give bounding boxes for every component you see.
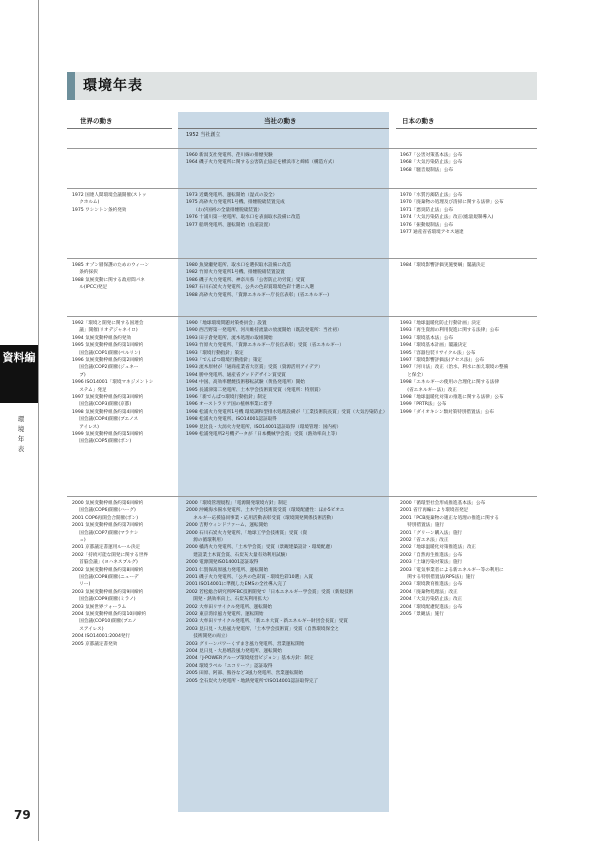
world-event: 国会議(COP6)開催(ハーグ) <box>72 508 136 514</box>
company-event: 2004 見日見・大島増設風力発電所、運転開始 <box>186 649 282 654</box>
company-event: 1960 新潟支社発電所、荏川線の排煙実験 <box>186 153 273 158</box>
japan-event: 2001 省庁再編により環境省発足 <box>400 508 469 514</box>
world-event: クホルム) <box>72 200 100 206</box>
header-rule <box>396 128 537 129</box>
company-event: 1994 中国、高効率燃焼技術移転試験（黄島発電所）開始 <box>186 380 305 386</box>
company-event: 1990「地球環境問題対策委員会」設置 <box>186 321 267 326</box>
company-event: 建設業土木賞会賞、石炭灰大量有効利用試験） <box>186 552 290 558</box>
world-event: 国会議(COP2)開催(ジュネー <box>72 365 139 371</box>
world-event: ブ) <box>72 372 86 378</box>
company-event: 2001 磯子火力発電所、「公共の色彩賞・環境色彩10選」入賞 <box>186 575 313 580</box>
company-event: 1998 松浦火力発電所、ISO14001認証取得 <box>186 417 277 423</box>
japan-event: 2003「電気事業者による新エネルギー等の利用に <box>400 567 504 573</box>
world-event: 1992「環境と開発に関する国連会 <box>72 321 144 326</box>
title-accent <box>67 72 75 100</box>
japan-event: と保全） <box>400 372 426 378</box>
world-event: 2001 COP6再開会合開催(ボン) <box>72 515 139 521</box>
company-event: 1993 流木原材が「通商産業省大臣賞」受賞（資源活用アイデア） <box>186 365 323 371</box>
company-event: 1993 田子倉発電所、流木処理の取組開始 <box>186 335 273 341</box>
japan-event: 1968「騒音規制法」公布 <box>400 167 454 173</box>
japan-event: 2004「環境配慮促進法」公布 <box>400 604 463 610</box>
company-event: 1964 磯子火力発電所に関する公害防止協定を横浜市と締結（構造方式） <box>186 160 337 166</box>
world-event: 1997 気候変動枠組条約第3回締約 <box>72 395 144 400</box>
japan-event: 2005「景観法」施行 <box>400 612 444 617</box>
world-event: 2001 気候変動枠組条約第7回締約 <box>72 523 144 529</box>
header-rule <box>178 128 389 129</box>
world-event: 1996 ISO14001「環境マネジメントシ <box>72 380 154 386</box>
world-event: 2003 気候変動枠組条約第9回締約 <box>72 589 144 595</box>
company-event: 2000 吉野ウィンドファーム、運転開始 <box>186 523 268 529</box>
world-event: 条約採択 <box>72 270 98 276</box>
world-event: 国会議(COP3)開催(京都) <box>72 402 132 408</box>
japan-event: 1994「環境基本計画」閣議決定 <box>400 343 467 349</box>
company-event: 1977 船明発電所、運転開始（魚道設置） <box>186 222 273 228</box>
company-event: 1993「でんぱつ環境行動指針」策定 <box>186 358 263 363</box>
company-event: 2004 環境ラベル「エコリーフ」認証取得 <box>186 663 273 669</box>
company-event: 1994 勝中発電所、通産省グッドデザイン賞受賞 <box>186 372 286 378</box>
block-separator <box>67 496 537 497</box>
company-event: 2002 東京湾岸風力発電所、運転開始 <box>186 612 264 617</box>
world-event: 国会議(COP1)開催(ベルリン) <box>72 350 141 356</box>
world-event: ル(IPCC)発足 <box>72 285 108 291</box>
company-event: 1995 長浦津第二発電所、土木学会技術賞受賞（発電所：特別賞） <box>186 387 324 393</box>
japan-event: 2001「グリーン購入法」施行 <box>400 530 463 536</box>
world-event: 2002「持続可能な開発に関する世界 <box>72 552 149 558</box>
japan-event: 2004「大気汚染防止法」改正 <box>400 597 463 603</box>
japan-event: 特別措置法」施行 <box>400 523 445 529</box>
world-event: 1972 国連人間環境会議開催(ストッ <box>72 193 147 198</box>
company-event: 1982 竹原火力発電所1号機、排煙脱硝装置設置 <box>186 270 285 276</box>
japan-event: 1967「公害対策基本法」公布 <box>400 153 463 158</box>
header-rule <box>67 128 172 129</box>
company-event: 2000 沖縄海水揚水発電所、土木学会技術賞受賞（環境配慮性：ほか5ビオエ <box>186 508 345 514</box>
company-event: 1976 十浦川第一発電所、取水口を表面取水設備に改造 <box>186 215 301 221</box>
world-event: 議」開催(リオデジャネイロ) <box>72 328 138 334</box>
block-separator <box>67 316 537 317</box>
japan-event: 2002「省エネ法」改正 <box>400 538 449 543</box>
japan-event: 1997「環境影響評価法(アセス法)」公布 <box>400 358 485 363</box>
japan-event: 2004「廃棄物処理法」改正 <box>400 589 458 595</box>
japan-event: 1999「ダイオキシン類対策特別措置法」公布 <box>400 409 494 415</box>
block-separator <box>67 258 537 259</box>
section-label: 環境年表 <box>17 415 25 453</box>
world-event: 2001 京都議定書運用ルール決定 <box>72 545 141 551</box>
appendix-tab: 資料編 <box>0 345 38 403</box>
world-event: 1999 気候変動枠組条約第5回締約 <box>72 432 144 437</box>
world-event: 国会議(COP9)開催(ミラノ) <box>72 597 136 603</box>
page-number: 79 <box>14 808 31 822</box>
company-event: 1986 磯子火力発電所、神奈川県「公害防止功労賞」受賞 <box>186 277 305 283</box>
japan-event: 1970「廃棄物の処理及び清掃に関する法律」公布 <box>400 200 504 206</box>
company-event: 1999 松浦発電所2号機データが「日本機械学会賞」受賞（熱効率向上等） <box>186 432 340 437</box>
world-event: ステム」発足 <box>72 387 107 393</box>
world-event: 1996 気候変動枠組条約第2回締約 <box>72 358 144 363</box>
japan-event: 2002「自然再生推進法」公布 <box>400 552 463 558</box>
world-event: 1985 オゾン層保護のためのウィーン <box>72 263 150 268</box>
world-event: 首脳会議」(ヨハネスブルグ) <box>72 560 138 566</box>
company-event: 1973 近畿発電所、運転開始（湿式の設全） <box>186 193 278 198</box>
japan-event: 1993「環境基本法」公布 <box>400 335 454 341</box>
world-event: 国会議(COP5)開催(ボン) <box>72 439 132 445</box>
company-event: 1999 見比良・大潟火力発電所、ISO14001認証取得（環境管理：国内初） <box>186 424 342 430</box>
world-event: 2005 京都議定書発効 <box>72 641 118 647</box>
company-event: 1993 竹原火力発電所、「資源エネルギー庁長官表彰」受賞（省エネルギー） <box>186 343 344 349</box>
japan-event: 1977 通産省省環境アセス通達 <box>400 230 464 235</box>
japan-event: 1968「大気汚染防止法」公布 <box>400 160 463 166</box>
world-event: 国会議(COP7)開催(マラケシ <box>72 530 139 536</box>
japan-event: 2002「地球温暖化対策推進法」改正 <box>400 545 477 551</box>
japan-event: 1984「環境影響評価実施要綱」閣議決定 <box>400 263 486 268</box>
company-event: 開発・熱効率向上、石炭灰利用拡大） <box>186 597 272 603</box>
company-event: 2003 グリーンパワーくずまき風力発電所、営業運転開始 <box>186 641 305 647</box>
company-event: 2004「J-POWERグループ環境経営ビジョン」基本方針：制定 <box>186 656 314 662</box>
block-separator <box>67 188 537 189</box>
japan-event: 1970「水質汚濁防止法」公布 <box>400 193 463 198</box>
world-event: 1994 気候変動枠組条約発効 <box>72 335 132 341</box>
company-event: ネルギー応援協同事業・応用活動表彰受賞（環境開発関係技術活動） <box>186 515 336 521</box>
japan-event: 関する特別措置法(RPS法)」施行 <box>400 575 475 580</box>
world-event: 2000 気候変動枠組条約第6回締約 <box>72 501 144 506</box>
company-event: 2005 全石炭火力発電所・地熱発電所でISO14001認証取得完了 <box>186 678 319 684</box>
page-title: 環境年表 <box>83 78 143 94</box>
company-event: 1996 オーストラリア国の植林事業に着手 <box>186 402 273 408</box>
company-event: 1975 高砂火力発電所1号機、排煙脱硫装置完成 <box>186 200 285 206</box>
company-event: 技術開発の両立） <box>186 634 231 640</box>
world-event: 1975 ワシントン条約発効 <box>72 207 127 213</box>
world-column-header: 世界の動き <box>80 117 113 125</box>
japan-column-header: 日本の動き <box>402 117 435 125</box>
japan-event: 1976「振動規制法」公布 <box>400 222 454 228</box>
block-separator <box>67 148 537 149</box>
company-event: 1990 西吉野第一発電所、河川維持流量の放流開始（既設発電所：当社初） <box>186 328 342 334</box>
company-event: 1987 石川石炭火力発電所、公共の色彩賞環境色彩十選に入選 <box>186 285 314 291</box>
world-event: ュ) <box>72 538 86 543</box>
japan-event: 2000「循環型社会形成推進基本法」公布 <box>400 501 486 506</box>
world-event: 1988 気候変動に関する政府間パネ <box>72 277 145 283</box>
side-divider <box>38 0 39 841</box>
japan-event: 1998「エネルギーの使用の合理化に関する法律 <box>400 380 499 386</box>
world-event: アイレス) <box>72 424 99 430</box>
company-event: 源の循環利用） <box>186 538 226 543</box>
founding-entry: 1952 当社創立 <box>186 132 221 138</box>
japan-event: 2001「PCB廃棄物の適正な処理の推進に関する <box>400 515 499 521</box>
company-event: 2000「環境管理規程」「電源開発環境方針」制定 <box>186 501 288 506</box>
company-event: 2003 大牟田リサイクル発電所、「新エネ大賞・新エネルギー財団会長賞」受賞 <box>186 619 348 625</box>
company-event: 1996「新でんぱつ環境行動指針」制定 <box>186 395 267 400</box>
world-event: 1998 気候変動枠組条約第4回締約 <box>72 409 144 415</box>
world-event: 1995 気候変動枠組条約第1回締約 <box>72 343 144 349</box>
world-event: スアイレス) <box>72 626 104 632</box>
japan-event: 1971「悪臭防止法」公布 <box>400 207 454 213</box>
world-event: 国会議(COP10)開催(ブエノ <box>72 619 137 625</box>
japan-event: 2003「土壌汚染対策法」施行 <box>400 560 463 566</box>
japan-event: 1999「PRTR法」公布 <box>400 402 447 408</box>
company-event: 1998 松浦火力発電所1号機 環境調和型排水処理設備が「工業技術院長賞」受賞（大気汚染防止） <box>186 409 388 415</box>
world-event: 国会議(COP8)開催(ニューデ <box>72 575 139 580</box>
company-event: 2000 電源開発ISO14001認証取得 <box>186 560 259 566</box>
japan-event: 1998「地球温暖化対策の推進に関する法律」公布 <box>400 395 504 400</box>
company-event: 2001 ISO14001に準拠したEMSの全社導入完了 <box>186 582 287 588</box>
japan-event: (省エネルギー法)」改正 <box>400 387 457 393</box>
japan-event: 1974「大気汚染防止法」改正(総量規制導入) <box>400 215 494 221</box>
japan-event: 1993「再生資源の利用促進に関する法律」公布 <box>400 328 499 334</box>
japan-event: 1995「容器包装リサイクル法」公布 <box>400 350 476 356</box>
company-event: 2001 仁賀保高原風力発電所、運転開始 <box>186 567 269 573</box>
company-event: 1980 魚梁瀬発電所、取水口を選択取水設備に改造 <box>186 263 292 268</box>
company-event: 2003 見日見・大島風力発電所、「土木学会技術賞」受賞（自然環境保全と <box>186 626 340 632</box>
company-event: 2002 大牟田リサイクル発電所、運転開始 <box>186 604 273 610</box>
company-event: （わが国初の全量排煙脱硫装置） <box>186 207 263 213</box>
company-event: 1993「環境行動指針」策定 <box>186 350 244 356</box>
world-event: 2004 気候変動枠組条約第10回締約 <box>72 612 147 617</box>
world-event: リー) <box>72 582 91 588</box>
japan-event: 1997「河川法」改正（治水、利水に加え環境の整備 <box>400 365 509 371</box>
company-event: 2000 石川石炭火力発電所、「地球工学会技術賞」受賞（資 <box>186 530 308 536</box>
company-event: 2002 若松総合研究所PFBC技術開発で「日本エネルギー学会賞」受賞（新規技術 <box>186 589 354 595</box>
world-event: 2002 気候変動枠組条約第8回締約 <box>72 567 144 573</box>
company-event: 1988 高砂火力発電所、「資源エネルギー庁長官表彰」(省エネルギー) <box>186 292 330 298</box>
japan-event: 1993「地球温暖化防止行動計画」決定 <box>400 321 481 326</box>
company-event: 2000 橘湾火力発電所、「土木学会賞」受賞（景観建築設計・環境配慮） <box>186 545 335 551</box>
japan-event: 2003「環境教育推進法」公布 <box>400 582 463 588</box>
world-event: 2004 ISO14001:2004発行 <box>72 634 131 640</box>
company-column-header: 当社の動き <box>264 117 297 125</box>
world-event: 国会議(COP4)開催(ブエノス <box>72 417 139 423</box>
company-event: 2005 田原、阿部、熊谷など3風力発電所、営業運転開始 <box>186 671 304 677</box>
world-event: 2003 気候世界フォーラム <box>72 604 127 610</box>
